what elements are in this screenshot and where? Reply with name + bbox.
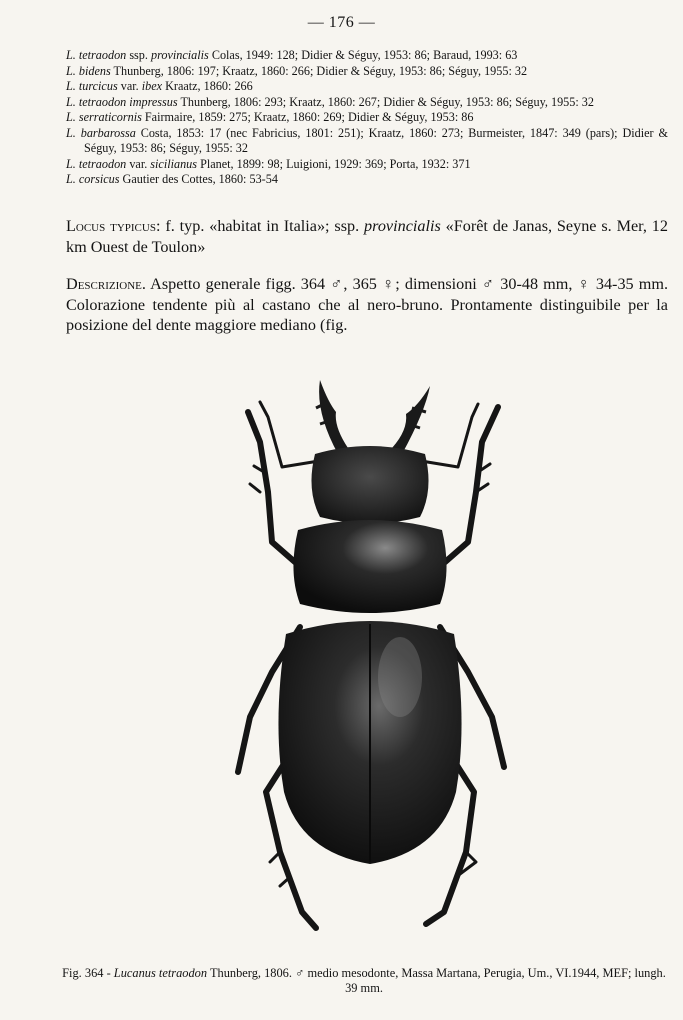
synonym-entry [66, 126, 668, 157]
synonym-name: L. corsicus [66, 172, 120, 186]
synonym-citations: Kraatz, 1860: 266 [162, 79, 253, 93]
synonym-entry [66, 172, 668, 188]
locus-ssp-name: provincialis [364, 217, 441, 235]
synonym-citations: Planet, 1899: 98; Luigioni, 1929: 369; Porta, 1932: 371 [197, 156, 471, 171]
figure-caption [58, 966, 670, 996]
synonym-name: L. bidens [66, 63, 111, 78]
synonym-name: L. tetraodon [66, 156, 127, 171]
synonym-name: L. barbarossa [66, 125, 136, 140]
synonym-rank: var. [126, 156, 151, 171]
synonym-citations: Fairmaire, 1859: 275; Kraatz, 1860: 269; Didier & Séguy, 1953: 86 [141, 110, 474, 124]
synonym-subname: provincialis [151, 48, 209, 62]
synonym-rank: ssp. [126, 48, 151, 62]
synonym-citations: Thunberg, 1806: 197; Kraatz, 1860: 266; Didier & Séguy, 1953: 86; Séguy, 1955: 32 [110, 63, 528, 78]
description-paragraph [66, 274, 668, 336]
synonym-citations: Gautier des Cottes, 1860: 53-54 [119, 172, 278, 186]
synonym-name: L. serraticornis [66, 110, 142, 124]
description-text: . Aspetto generale figg. 364 ♂, 365 ♀; dimensioni ♂ 30-48 mm, ♀ 34-35 mm. Colorazione tendente più al castano che al nero-bruno. Prontamente distinguibile per la posizione del dente maggiore mediano (fig. [66, 275, 668, 334]
synonym-name: L. tetraodon [66, 48, 127, 62]
stag-beetle-figure [220, 372, 520, 937]
locus-text-2: «Forêt de Janas, Seyne s. Mer, 12 km Ouest de Toulon» [66, 217, 668, 256]
synonym-entry [66, 79, 668, 95]
locus-text-1: : f. typ. «habitat in Italia»; ssp. [155, 217, 365, 235]
synonym-entry [66, 48, 668, 64]
caption-species: Lucanus tetraodon [113, 966, 208, 980]
synonym-entry [66, 95, 668, 111]
synonym-list [66, 48, 668, 188]
synonym-name: L. turcicus [66, 79, 118, 93]
caption-prefix: Fig. 364 - [62, 966, 114, 980]
synonym-citations: Thunberg, 1806: 293; Kraatz, 1860: 267; Didier & Séguy, 1953: 86; Séguy, 1955: 32 [177, 94, 594, 109]
synonym-rank: var. [117, 79, 142, 93]
description-label: Descrizione [66, 275, 142, 293]
synonym-entry [66, 64, 668, 80]
synonym-citations: Colas, 1949: 128; Didier & Séguy, 1953: 86; Baraud, 1993: 63 [208, 48, 518, 62]
stag-beetle-illustration [220, 372, 520, 937]
synonym-entry [66, 110, 668, 126]
synonym-citations: Costa, 1853: 17 (nec Fabricius, 1801: 251); Kraatz, 1860: 273; Burmeister, 1847: 349 (pars); Didier & Séguy, 1953: 86; Séguy, 1955: 32 [84, 125, 668, 155]
locus-typicus-paragraph [66, 216, 668, 257]
synonym-subname: sicilianus [150, 156, 198, 171]
synonym-name: L. tetraodon impressus [66, 94, 178, 109]
caption-text: Thunberg, 1806. ♂ medio mesodonte, Massa Martana, Perugia, Um., VI.1944, MEF; lungh. 39 mm. [207, 966, 666, 995]
synonym-subname: ibex [141, 79, 163, 93]
page-number: — 176 — [307, 14, 376, 31]
synonym-entry [66, 157, 668, 173]
locus-typicus-label: Locus typicus [66, 217, 156, 235]
